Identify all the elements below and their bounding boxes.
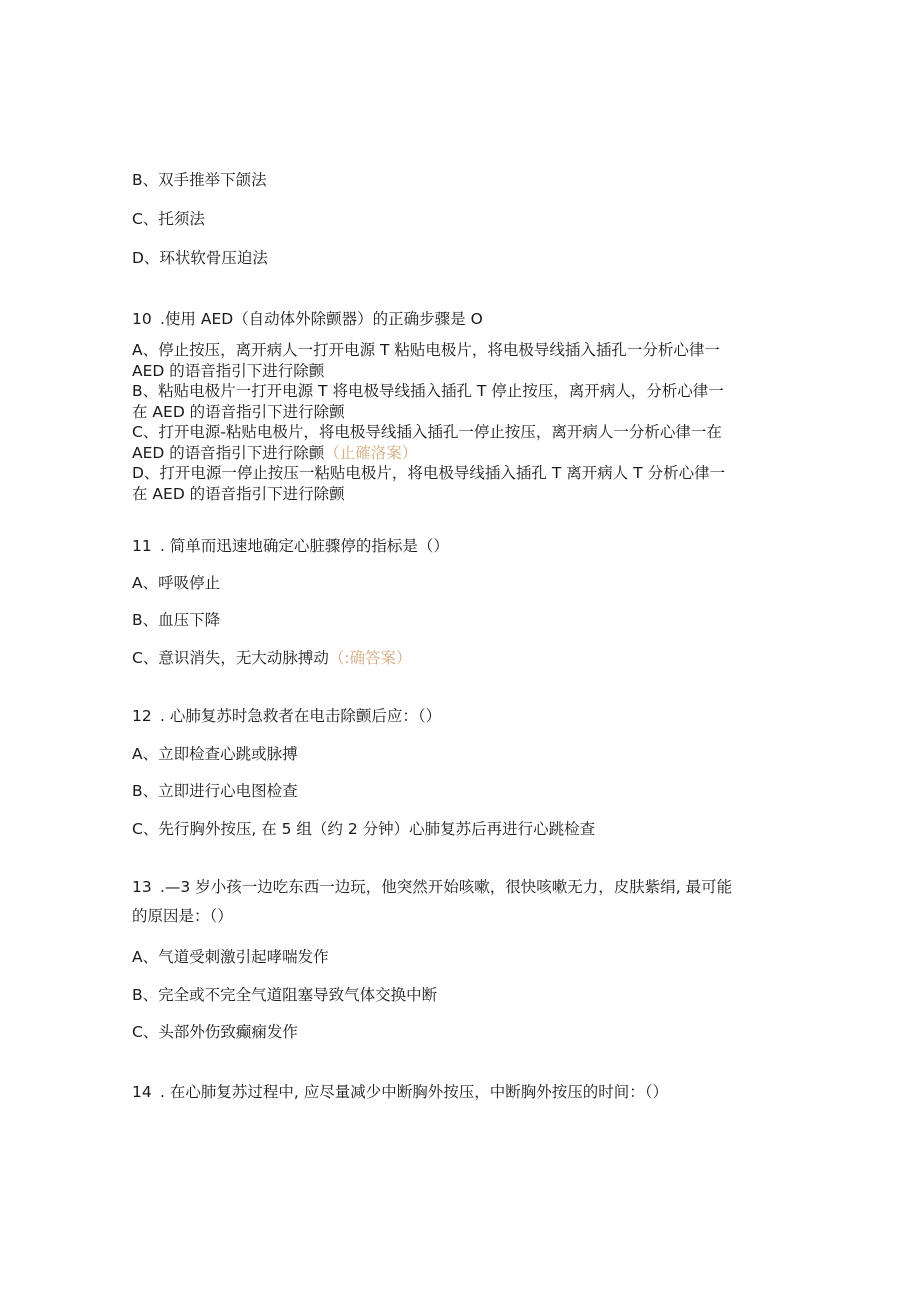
- q14-stem: [132, 1082, 668, 1102]
- q10-option-d-line1: D、打开电源一停止按压一粘贴电极片，将电极导线插入插孔 T 离开病人 T 分析心律一: [132, 464, 726, 482]
- q11-option-c-wrap: [132, 648, 412, 668]
- q10-option-b-line1: B、粘贴电极片一打开电源 T 将电极导线插入插孔 T 停止按压，离开病人，分析心律一: [132, 382, 724, 400]
- q10-option-c-line1: C、打开电源-粘贴电极片，将电极导线插入插孔一停止按压，离开病人一分析心律一在: [132, 423, 722, 441]
- q11-answer-hint: （:确答案）: [328, 649, 412, 667]
- q10-option-c-line2: AED 的语音指引下进行除颤: [132, 443, 325, 462]
- q13-option-c: C、头部外伤致癫痫发作: [132, 1023, 298, 1041]
- q13-text-line1: .—3 岁小孩一边吃东西一边玩，他突然开始咳嗽，很快咳嗽无力，皮肤紫绢, 最可能: [160, 878, 733, 896]
- q10-stem: [132, 309, 483, 329]
- q12-number: 12: [132, 707, 152, 725]
- q11-option-c: C、意识消失，无大动脉搏动: [132, 649, 329, 667]
- q12-text: . 心肺复苏时急救者在电击除颤后应：（）: [160, 707, 442, 725]
- q13-stem-line2: 的原因是：（）: [132, 907, 233, 925]
- q11-number: 11: [132, 537, 152, 555]
- q10-option-b-line2: 在 AED 的语音指引下进行除颤: [132, 402, 345, 421]
- q14-text: . 在心肺复苏过程中, 应尽量减少中断胸外按压，中断胸外按压的时间：（）: [160, 1083, 668, 1101]
- q10-text: .使用 AED（自动体外除颤器）的正确步骤是 O: [160, 310, 483, 328]
- q13-option-a: A、气道受刺激引起哮喘发作: [132, 948, 329, 966]
- q10-option-a-line2: AED 的语音指引下进行除颤: [132, 361, 325, 380]
- q9-option-b: B、双手推举下颌法: [132, 171, 267, 189]
- q12-option-c: C、先行胸外按压, 在 5 组（约 2 分钟）心肺复苏后再进行心跳检查: [132, 820, 596, 838]
- q9-option-c: C、托须法: [132, 210, 205, 228]
- q12-stem: [132, 706, 441, 726]
- q12-option-b: B、立即进行心电图检查: [132, 782, 298, 800]
- q13-stem-line1: [132, 877, 732, 897]
- q10-option-d-line2: 在 AED 的语音指引下进行除颤: [132, 484, 345, 503]
- q12-option-a: A、立即检查心跳或脉搏: [132, 745, 298, 763]
- q14-number: 14: [132, 1083, 152, 1101]
- q11-stem: [132, 536, 449, 556]
- q13-number: 13: [132, 878, 152, 896]
- q11-option-a: A、呼吸停止: [132, 574, 221, 592]
- q10-options: [132, 340, 792, 504]
- q11-text: . 简单而迅速地确定心脏骤停的指标是（）: [160, 537, 449, 555]
- q10-option-a-line1: A、停止按压，离开病人一打开电源 T 粘贴电极片，将电极导线插入插孔一分析心律一: [132, 341, 720, 359]
- q10-answer-hint: （止確洛案）: [324, 443, 418, 462]
- q10-number: 10: [132, 310, 152, 328]
- q9-option-d: D、环状软骨压迫法: [132, 249, 268, 267]
- q13-option-b: B、完全或不完全气道阻塞导致气体交换中断: [132, 986, 438, 1004]
- q10-option-c-line2-wrap: [132, 443, 792, 464]
- q11-option-b: B、血压下降: [132, 611, 221, 629]
